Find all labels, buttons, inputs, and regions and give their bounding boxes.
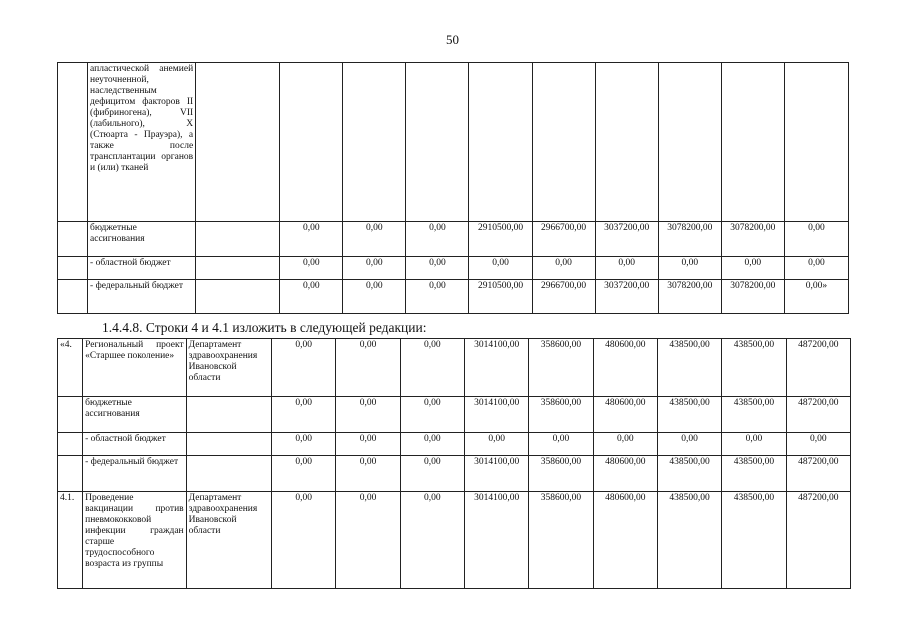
row-description: бюджетные ассигнования (83, 397, 187, 433)
row-value: 0,00 (406, 280, 469, 314)
row-value: 3014100,00 (465, 339, 529, 397)
table-row (58, 339, 851, 397)
row-value: 480600,00 (593, 492, 657, 589)
row-value: 438500,00 (657, 339, 721, 397)
row-value: 480600,00 (593, 456, 657, 492)
row-value: 0,00 (465, 433, 529, 456)
table-row (58, 456, 851, 492)
row-value: 0,00 (400, 433, 464, 456)
row-organization (196, 222, 280, 257)
row-organization (186, 456, 271, 492)
row-value: 0,00 (784, 257, 848, 280)
row-value: 3078200,00 (721, 222, 784, 257)
row-value: 358600,00 (529, 456, 593, 492)
row-organization: Департамент здравоохранения Ивановской области (186, 339, 271, 397)
row-description: Проведение вакцинации против пневмококковой инфекции граждан старше трудоспособного возраста из группы (83, 492, 187, 589)
row-value: 0,00 (400, 456, 464, 492)
row-value: 438500,00 (657, 492, 721, 589)
row-value: 0,00 (343, 222, 406, 257)
row-value: 480600,00 (593, 339, 657, 397)
row-description: - областной бюджет (83, 433, 187, 456)
row-value (469, 63, 532, 222)
row-value: 0,00 (400, 397, 464, 433)
row-value: 487200,00 (786, 456, 850, 492)
row-value: 0,00 (336, 433, 400, 456)
table-row (58, 397, 851, 433)
row-value: 487200,00 (786, 339, 850, 397)
row-value: 0,00 (400, 339, 464, 397)
row-value: 438500,00 (722, 397, 786, 433)
row-value (595, 63, 658, 222)
row-value: 0,00 (272, 339, 336, 397)
row-value (343, 63, 406, 222)
budget-table-continuation (57, 62, 849, 314)
row-value: 3014100,00 (465, 456, 529, 492)
row-value: 3078200,00 (658, 222, 721, 257)
row-value (406, 63, 469, 222)
row-value: 0,00 (272, 433, 336, 456)
row-value: 0,00 (280, 257, 343, 280)
page-number: 50 (446, 32, 459, 47)
row-description: - федеральный бюджет (83, 456, 187, 492)
row-value: 0,00 (280, 280, 343, 314)
row-value: 438500,00 (657, 397, 721, 433)
row-value: 0,00 (595, 257, 658, 280)
row-value: 358600,00 (529, 397, 593, 433)
row-description: - федеральный бюджет (88, 280, 196, 314)
row-organization (196, 63, 280, 222)
row-value: 0,00 (658, 257, 721, 280)
row-organization (196, 257, 280, 280)
row-value: 0,00 (343, 257, 406, 280)
row-value: 358600,00 (529, 492, 593, 589)
row-value: 438500,00 (657, 456, 721, 492)
table-row (58, 280, 849, 314)
row-code: «4. (58, 339, 83, 397)
row-value: 0,00 (272, 492, 336, 589)
table-row (58, 433, 851, 456)
row-value: 3078200,00 (658, 280, 721, 314)
row-value: 3078200,00 (721, 280, 784, 314)
row-value: 3037200,00 (595, 280, 658, 314)
row-value: 0,00 (272, 456, 336, 492)
row-code (58, 257, 88, 280)
row-value: 0,00 (721, 257, 784, 280)
row-organization (186, 397, 271, 433)
row-value: 0,00 (400, 492, 464, 589)
row-value: 2966700,00 (532, 280, 595, 314)
row-value: 487200,00 (786, 492, 850, 589)
row-organization (196, 280, 280, 314)
table-row (58, 492, 851, 589)
row-value: 3037200,00 (595, 222, 658, 257)
row-value: 0,00 (784, 222, 848, 257)
table-row (58, 222, 849, 257)
row-description: - областной бюджет (88, 257, 196, 280)
row-value: 2966700,00 (532, 222, 595, 257)
row-value: 0,00 (343, 280, 406, 314)
row-value: 438500,00 (722, 339, 786, 397)
row-value: 3014100,00 (465, 397, 529, 433)
row-value: 0,00 (272, 397, 336, 433)
row-value: 2910500,00 (469, 222, 532, 257)
row-value (280, 63, 343, 222)
row-organization: Департамент здравоохранения Ивановской области (186, 492, 271, 589)
row-value (658, 63, 721, 222)
row-code (58, 63, 88, 222)
row-value: 0,00 (529, 433, 593, 456)
row-value: 0,00 (786, 433, 850, 456)
row-value: 2910500,00 (469, 280, 532, 314)
row-value: 487200,00 (786, 397, 850, 433)
row-value: 0,00 (532, 257, 595, 280)
row-value: 0,00 (722, 433, 786, 456)
row-value: 0,00 (336, 492, 400, 589)
row-value: 0,00 (406, 222, 469, 257)
row-value: 358600,00 (529, 339, 593, 397)
table-row (58, 257, 849, 280)
row-code (58, 280, 88, 314)
row-description: Региональный проект «Старшее поколение» (83, 339, 187, 397)
row-code (58, 456, 83, 492)
row-value: 0,00 (469, 257, 532, 280)
row-value: 438500,00 (722, 456, 786, 492)
row-value: 0,00 (336, 339, 400, 397)
budget-table-amended (57, 338, 851, 589)
row-value: 0,00 (280, 222, 343, 257)
row-value: 480600,00 (593, 397, 657, 433)
row-value: 0,00 (657, 433, 721, 456)
row-value: 0,00 (406, 257, 469, 280)
row-code (58, 222, 88, 257)
table-row (58, 63, 849, 222)
row-code (58, 397, 83, 433)
row-code (58, 433, 83, 456)
row-organization (186, 433, 271, 456)
row-value: 0,00» (784, 280, 848, 314)
row-value: 0,00 (593, 433, 657, 456)
row-description: бюджетные ассигнования (88, 222, 196, 257)
row-value: 0,00 (336, 456, 400, 492)
row-value: 438500,00 (722, 492, 786, 589)
row-value: 3014100,00 (465, 492, 529, 589)
row-value (532, 63, 595, 222)
row-description: апластической анемией неуточненной, наследственным дефицитом факторов II (фибриногена), VII (лабильного), X (Стюарта - Прауэра), а также после трансплантации органов и (или) тканей (88, 63, 196, 222)
row-value (721, 63, 784, 222)
amendment-heading: 1.4.4.8. Строки 4 и 4.1 изложить в следующей редакции: (102, 320, 427, 335)
row-code: 4.1. (58, 492, 83, 589)
row-value: 0,00 (336, 397, 400, 433)
row-value (784, 63, 848, 222)
